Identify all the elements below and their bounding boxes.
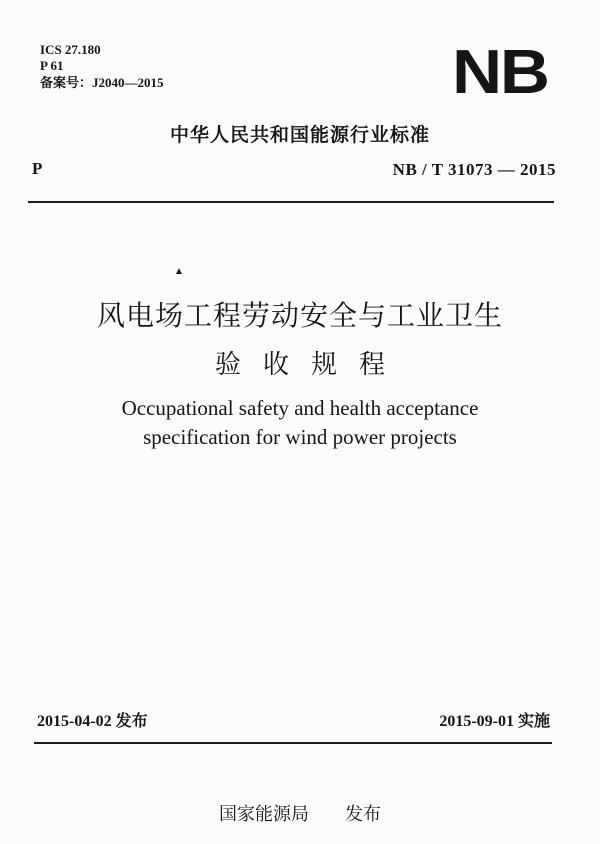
implementation-date: 2015-09-01 实施	[439, 713, 550, 730]
issuer-standard-line: 中华人民共和国能源行业标准	[169, 124, 430, 146]
standard-number: NB / T 31073 — 2015	[392, 160, 556, 179]
nb-logo: NB	[452, 38, 548, 107]
title-english-line2: specification for wind power projects	[143, 425, 457, 449]
classification-code: P 61	[40, 58, 64, 73]
category-letter: P	[32, 159, 43, 178]
publisher-name: 国家能源局	[219, 804, 309, 825]
bottom-divider	[34, 742, 552, 744]
subtitle-chinese: 验收规程	[214, 350, 407, 379]
publisher-line	[0, 800, 600, 826]
title-english	[0, 394, 600, 452]
filing-number: 备案号：J2040—2015	[40, 75, 164, 90]
issue-date: 2015-04-02 发布	[37, 713, 148, 730]
publisher-action: 发布	[345, 804, 381, 825]
top-divider	[28, 201, 554, 203]
title-english-line1: Occupational safety and health acceptance	[121, 396, 479, 420]
ics-code: ICS 27.180	[40, 42, 101, 57]
decorative-dot: ▲	[174, 266, 184, 277]
title-chinese: 风电场工程劳动安全与工业卫生	[96, 301, 503, 332]
